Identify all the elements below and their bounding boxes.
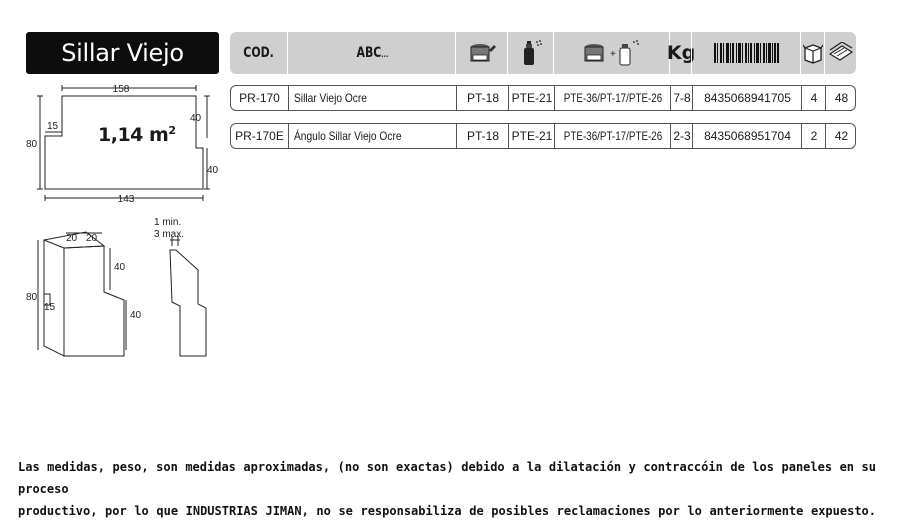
corner-outline: [44, 240, 64, 356]
dim-right-top: 40: [190, 113, 202, 124]
dim-left-step: 15: [47, 121, 59, 132]
dim-corner-lower: 40: [130, 310, 142, 321]
dim-corner-step: 15: [44, 302, 56, 313]
row-paint: PT-18: [456, 86, 509, 110]
row-code: PR-170E: [235, 129, 284, 143]
row-name: Ángulo Sillar Viejo Ocre: [288, 124, 456, 148]
svg-text:+: +: [610, 49, 616, 60]
dim-corner-w2: 20: [86, 233, 98, 244]
disclaimer: [18, 456, 876, 522]
row-panels-qty: 42: [825, 124, 857, 148]
row-name: Sillar Viejo Ocre: [288, 86, 456, 110]
dim-corner-w1: 20: [66, 233, 78, 244]
thickness-min: 1 min.: [154, 217, 182, 228]
row-spray: PTE-21: [508, 124, 555, 148]
panel-area: 1,14 $m^2$: [98, 124, 176, 146]
dim-corner-height: 80: [26, 292, 38, 303]
header-code: COD.: [243, 45, 274, 61]
header-name: ABC...: [287, 32, 456, 74]
header-weight: Kg: [669, 32, 692, 74]
dim-bottom: 143: [117, 194, 135, 205]
dim-right-bottom: 40: [207, 165, 219, 176]
dim-left-height: 80: [26, 139, 38, 150]
row-combo: PTE-36/PT-17/PTE-26: [554, 86, 671, 110]
row-box-qty: 2: [801, 124, 826, 148]
row-ean: 8435068941705: [692, 86, 802, 110]
row-panels-qty: 48: [825, 86, 857, 110]
row-paint: PT-18: [456, 124, 509, 148]
row-spray: PTE-21: [508, 86, 555, 110]
row-box-qty: 4: [801, 86, 826, 110]
disclaimer-line-1: Las medidas, peso, son medidas aproximadas, (no son exactas) debido a la dilatación y contraccóin de los paneles en su proceso: [18, 460, 876, 496]
dim-top: 158: [112, 84, 130, 95]
row-code: PR-170: [239, 91, 280, 105]
row-weight: 2-3: [670, 124, 693, 148]
disclaimer-line-2: productivo, por lo que INDUSTRIAS JIMAN, no se responsabiliza de posibles reclamaciones por lo anteriormente expuesto.: [18, 504, 876, 518]
row-ean: 8435068951704: [692, 124, 802, 148]
product-title: Sillar Viejo: [26, 32, 219, 74]
thickness-max: 3 max.: [154, 229, 185, 240]
row-weight: 7-8: [670, 86, 693, 110]
thickness-outline: [170, 250, 206, 356]
dim-corner-upper: 40: [114, 262, 126, 273]
row-combo: PTE-36/PT-17/PTE-26: [554, 124, 671, 148]
